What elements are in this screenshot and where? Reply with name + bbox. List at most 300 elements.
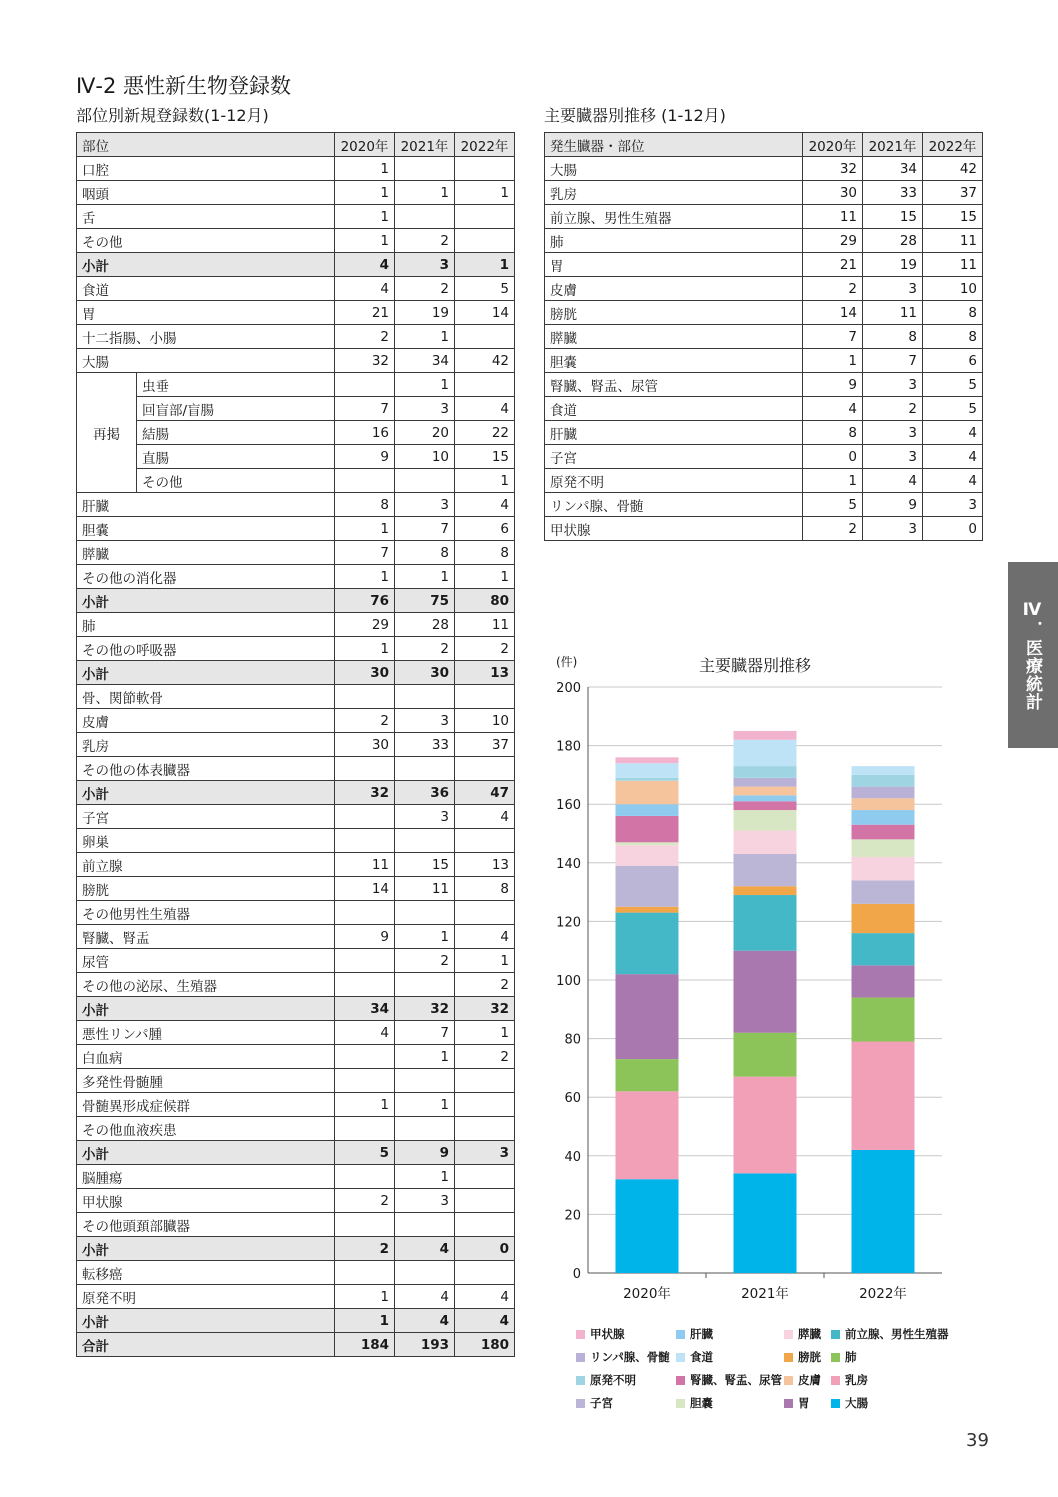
cell-2022: [455, 1189, 515, 1213]
row-label: 子宮: [545, 445, 803, 469]
table-row: [77, 1093, 515, 1117]
cell-2020: [335, 685, 395, 709]
cell-2022: [455, 157, 515, 181]
cell-2022: [455, 757, 515, 781]
cell-2022: 8: [455, 877, 515, 901]
cell-2022: 32: [455, 997, 515, 1021]
table-row: [545, 181, 983, 205]
table-row: [77, 925, 515, 949]
cell-2020: 1: [335, 637, 395, 661]
bar-segment: [616, 913, 679, 975]
subtotal-row: [77, 1309, 515, 1333]
cell-2022: [455, 1069, 515, 1093]
table-row: [77, 685, 515, 709]
cell-2021: [395, 1069, 455, 1093]
cell-2020: 2: [335, 1189, 395, 1213]
cell-2020: [335, 1069, 395, 1093]
legend-item: [576, 1372, 636, 1388]
cell-2022: 15: [455, 445, 515, 469]
table-row: [77, 637, 515, 661]
row-label: 咽頭: [77, 181, 335, 205]
row-label: 舌: [77, 205, 335, 229]
cell-2022: 11: [923, 229, 983, 253]
cell-2022: 2: [455, 637, 515, 661]
cell-2021: 7: [395, 1021, 455, 1045]
table-row: [545, 205, 983, 229]
table-row: [77, 1117, 515, 1141]
cell-2021: 1: [395, 1093, 455, 1117]
row-label: 回盲部/盲腸: [137, 397, 335, 421]
table-row: [77, 829, 515, 853]
legend-item: [784, 1349, 821, 1365]
cell-2022: 4: [455, 805, 515, 829]
cell-2022: 1: [455, 181, 515, 205]
table-row: [77, 973, 515, 997]
row-label: 子宮: [77, 805, 335, 829]
legend-label: 甲状腺: [590, 1327, 625, 1341]
cell-2020: [335, 805, 395, 829]
legend-swatch: [576, 1330, 585, 1339]
table-header-row: [77, 133, 515, 157]
cell-2020: 2: [335, 709, 395, 733]
bar-segment: [734, 854, 797, 886]
cell-2022: 37: [923, 181, 983, 205]
cell-2022: 5: [455, 277, 515, 301]
cell-2020: 76: [335, 589, 395, 613]
table-row: [545, 421, 983, 445]
cell-2021: 3: [863, 445, 923, 469]
legend-label: 前立腺、男性生殖器: [845, 1327, 949, 1341]
row-label: 悪性リンパ腫: [77, 1021, 335, 1045]
bar-segment: [734, 1033, 797, 1077]
legend-swatch: [676, 1353, 685, 1362]
row-label: 乳房: [77, 733, 335, 757]
cell-2020: [335, 901, 395, 925]
row-label: 乳房: [545, 181, 803, 205]
left-table-title: 部位別新規登録数(1-12月): [76, 106, 269, 125]
row-label: 転移癌: [77, 1261, 335, 1285]
legend-swatch: [576, 1353, 585, 1362]
row-label: 小計: [77, 1237, 335, 1261]
cell-2021: 28: [863, 229, 923, 253]
cell-2020: 29: [335, 613, 395, 637]
table-row: [77, 157, 515, 181]
row-label: 甲状腺: [77, 1189, 335, 1213]
cell-2021: 3: [395, 493, 455, 517]
cell-2022: [455, 1213, 515, 1237]
row-label: 原発不明: [77, 1285, 335, 1309]
table-row: [77, 445, 515, 469]
row-label: 小計: [77, 1141, 335, 1165]
cell-2020: 30: [803, 181, 863, 205]
bar-segment: [616, 1091, 679, 1179]
cell-2020: 5: [803, 493, 863, 517]
bar-segment: [734, 810, 797, 831]
cell-2022: 4: [923, 445, 983, 469]
row-label: 胆嚢: [545, 349, 803, 373]
bar-segment: [616, 974, 679, 1059]
bar-segment: [852, 825, 915, 840]
table-row: [77, 517, 515, 541]
table-row: [545, 349, 983, 373]
subtotal-row: [77, 661, 515, 685]
stacked-bar-chart: [540, 640, 960, 1330]
bar-segment: [852, 1042, 915, 1150]
row-label: 白血病: [77, 1045, 335, 1069]
cell-2022: 15: [923, 205, 983, 229]
y-tick-label: 140: [556, 856, 581, 872]
table-row: [77, 301, 515, 325]
legend-item: [676, 1349, 713, 1365]
bar-segment: [852, 775, 915, 787]
table-row: [77, 565, 515, 589]
row-label: 腎臓、腎盂: [77, 925, 335, 949]
y-axis-label: (件): [556, 655, 578, 669]
y-tick-label: 120: [556, 915, 581, 931]
cell-2020: 14: [335, 877, 395, 901]
cell-2022: 0: [455, 1237, 515, 1261]
cell-2021: 8: [395, 541, 455, 565]
header-2020: 2020年: [335, 133, 395, 157]
legend-item: [676, 1372, 782, 1388]
bar-segment: [734, 731, 797, 740]
legend-item: [784, 1395, 810, 1411]
cell-2020: [335, 1045, 395, 1069]
cell-2021: 11: [863, 301, 923, 325]
legend-swatch: [676, 1376, 685, 1385]
chart-title: 主要臓器別推移: [698, 656, 812, 675]
cell-2021: 3: [863, 373, 923, 397]
row-label: その他: [137, 469, 335, 493]
cell-2020: 8: [803, 421, 863, 445]
page-number: 39: [966, 1430, 989, 1451]
cell-2020: 2: [803, 517, 863, 541]
legend-item: [831, 1372, 868, 1388]
legend-item: [831, 1395, 868, 1411]
cell-2020: 1: [335, 565, 395, 589]
cell-2021: 3: [395, 253, 455, 277]
cell-2020: [335, 1165, 395, 1189]
cell-2022: 4: [455, 493, 515, 517]
cell-2022: [455, 829, 515, 853]
table-row: [545, 373, 983, 397]
bar-segment: [734, 801, 797, 810]
cell-2020: [335, 1213, 395, 1237]
table-row: [545, 397, 983, 421]
cell-2021: 3: [395, 709, 455, 733]
page-title: Ⅳ-2 悪性新生物登録数: [76, 74, 291, 98]
table-row: [77, 949, 515, 973]
bar-segment: [852, 810, 915, 825]
legend-item: [784, 1372, 821, 1388]
row-label: その他男性生殖器: [77, 901, 335, 925]
cell-2022: 42: [455, 349, 515, 373]
table-row: [545, 325, 983, 349]
bar-segment: [852, 880, 915, 903]
cell-2021: [395, 205, 455, 229]
cell-2021: 1: [395, 373, 455, 397]
cell-2020: 4: [803, 397, 863, 421]
cell-2021: 4: [395, 1285, 455, 1309]
row-label: リンパ腺、骨髄: [545, 493, 803, 517]
cell-2022: 5: [923, 397, 983, 421]
cell-2022: 2: [455, 973, 515, 997]
cell-2022: [455, 229, 515, 253]
row-label: 卵巣: [77, 829, 335, 853]
cell-2020: 30: [335, 661, 395, 685]
table-row: [77, 229, 515, 253]
y-tick-label: 100: [556, 974, 581, 989]
bar-segment: [852, 798, 915, 810]
cell-2020: 9: [803, 373, 863, 397]
cell-2020: [335, 973, 395, 997]
cell-2020: 14: [803, 301, 863, 325]
cell-2020: 32: [803, 157, 863, 181]
legend-label: 膵臓: [798, 1327, 821, 1341]
row-label: 十二指腸、小腸: [77, 325, 335, 349]
row-label: 甲状腺: [545, 517, 803, 541]
cell-2020: 21: [803, 253, 863, 277]
legend-label: 原発不明: [590, 1373, 636, 1387]
cell-2021: 7: [863, 349, 923, 373]
legend-label: 皮膚: [798, 1373, 821, 1387]
header-2021: 2021年: [395, 133, 455, 157]
cell-2021: 20: [395, 421, 455, 445]
cell-2022: 47: [455, 781, 515, 805]
legend-item: [676, 1395, 713, 1411]
legend-swatch: [576, 1399, 585, 1408]
cell-2021: 9: [863, 493, 923, 517]
table-row: [545, 517, 983, 541]
row-label: その他血液疾患: [77, 1117, 335, 1141]
row-label: 腎臓、腎盂、尿管: [545, 373, 803, 397]
legend-swatch: [576, 1376, 585, 1385]
cell-2020: 30: [335, 733, 395, 757]
site-registration-table: [76, 132, 515, 1357]
cell-2022: [455, 325, 515, 349]
bar-segment: [616, 763, 679, 778]
cell-2020: 11: [803, 205, 863, 229]
cell-2021: [395, 757, 455, 781]
legend-swatch: [676, 1330, 685, 1339]
cell-2020: [335, 1261, 395, 1285]
row-label: 前立腺: [77, 853, 335, 877]
table-row: [77, 1261, 515, 1285]
table-row: [77, 277, 515, 301]
table-row: [545, 445, 983, 469]
cell-2021: 36: [395, 781, 455, 805]
legend-swatch: [676, 1399, 685, 1408]
cell-2021: 1: [395, 565, 455, 589]
legend-label: 食道: [690, 1350, 713, 1364]
row-label: 直腸: [137, 445, 335, 469]
row-label: 多発性骨髄腫: [77, 1069, 335, 1093]
table-row: [77, 541, 515, 565]
legend-label: 子宮: [590, 1396, 613, 1410]
bar-segment: [616, 845, 679, 866]
cell-2022: [455, 901, 515, 925]
header-2022: 2022年: [455, 133, 515, 157]
cell-2020: 8: [335, 493, 395, 517]
cell-2022: 1: [455, 469, 515, 493]
subtotal-row: [77, 253, 515, 277]
cell-2020: 4: [335, 253, 395, 277]
cell-2022: 80: [455, 589, 515, 613]
legend-item: [576, 1349, 670, 1365]
subtotal-row: [77, 997, 515, 1021]
row-label: 膀胱: [77, 877, 335, 901]
bar-segment: [734, 740, 797, 766]
legend-label: 胆嚢: [690, 1396, 713, 1410]
table-row: [77, 181, 515, 205]
cell-2022: 13: [455, 853, 515, 877]
table-row: [77, 205, 515, 229]
cell-2022: 3: [455, 1141, 515, 1165]
table-row: [77, 325, 515, 349]
x-tick-label: 2022年: [859, 1286, 907, 1302]
row-label: 肺: [545, 229, 803, 253]
cell-2022: 4: [455, 925, 515, 949]
cell-2022: 2: [455, 1045, 515, 1069]
row-label: 胆嚢: [77, 517, 335, 541]
cell-2022: 3: [923, 493, 983, 517]
cell-2020: 29: [803, 229, 863, 253]
cell-2020: 1: [335, 229, 395, 253]
cell-2021: [395, 901, 455, 925]
cell-2020: 1: [335, 157, 395, 181]
cell-2020: 4: [335, 277, 395, 301]
table-row: [545, 493, 983, 517]
bar-segment: [734, 886, 797, 895]
row-label: その他の泌尿、生殖器: [77, 973, 335, 997]
cell-2021: [395, 1117, 455, 1141]
legend-item: [576, 1326, 625, 1342]
legend-label: リンパ腺、骨髄: [590, 1350, 670, 1364]
table-row: [77, 493, 515, 517]
cell-2021: 4: [395, 1237, 455, 1261]
cell-2022: 8: [455, 541, 515, 565]
cell-2021: 2: [863, 397, 923, 421]
table-row: [77, 349, 515, 373]
bar-segment: [852, 904, 915, 933]
cell-2020: 4: [335, 1021, 395, 1045]
table-row: [77, 853, 515, 877]
subtotal-row: [77, 781, 515, 805]
cell-2021: 33: [863, 181, 923, 205]
bar-segment: [616, 757, 679, 763]
legend-item: [676, 1326, 713, 1342]
cell-2022: 10: [923, 277, 983, 301]
cell-2022: 22: [455, 421, 515, 445]
legend-swatch: [831, 1376, 840, 1385]
bar-segment: [852, 965, 915, 997]
cell-2021: 3: [863, 421, 923, 445]
legend-label: 膀胱: [798, 1350, 821, 1364]
table-row: [77, 1285, 515, 1309]
row-label: 食道: [545, 397, 803, 421]
bar-segment: [852, 839, 915, 857]
cell-2020: 2: [335, 1237, 395, 1261]
cell-2021: 34: [395, 349, 455, 373]
subtotal-row: [77, 589, 515, 613]
table-row: [77, 1045, 515, 1069]
cell-2020: 1: [803, 349, 863, 373]
cell-2021: 4: [395, 1309, 455, 1333]
cell-2022: 1: [455, 1021, 515, 1045]
cell-2021: [395, 1213, 455, 1237]
section-side-tab: [1008, 562, 1058, 748]
bar-segment: [616, 816, 679, 842]
row-label: 小計: [77, 781, 335, 805]
bar-segment: [734, 831, 797, 854]
cell-2021: 32: [395, 997, 455, 1021]
row-label: 大腸: [77, 349, 335, 373]
legend-label: 肝臓: [690, 1327, 713, 1341]
subtotal-row: [77, 1237, 515, 1261]
header-site: 部位: [77, 133, 335, 157]
header-2020: 2020年: [803, 133, 863, 157]
y-tick-label: 180: [556, 739, 581, 755]
cell-2020: 16: [335, 421, 395, 445]
cell-2022: 37: [455, 733, 515, 757]
row-label: 虫垂: [137, 373, 335, 397]
table-row: [545, 277, 983, 301]
row-label: 皮膚: [545, 277, 803, 301]
legend-label: 肺: [845, 1350, 857, 1364]
bar-segment: [616, 1059, 679, 1091]
table-row: [545, 157, 983, 181]
table-row: [77, 805, 515, 829]
cell-2021: [395, 973, 455, 997]
row-label: 小計: [77, 589, 335, 613]
cell-2022: 180: [455, 1333, 515, 1357]
cell-2021: 28: [395, 613, 455, 637]
cell-2021: 2: [395, 637, 455, 661]
cell-2020: 11: [335, 853, 395, 877]
cell-2022: 5: [923, 373, 983, 397]
cell-2022: [455, 685, 515, 709]
y-tick-label: 160: [556, 798, 581, 814]
bar-segment: [734, 766, 797, 778]
cell-2021: 19: [863, 253, 923, 277]
table-row: [77, 733, 515, 757]
cell-2020: 32: [335, 349, 395, 373]
row-label: 小計: [77, 253, 335, 277]
legend-label: 胃: [798, 1396, 810, 1410]
row-label: 肝臓: [545, 421, 803, 445]
cell-2022: 13: [455, 661, 515, 685]
row-label: 原発不明: [545, 469, 803, 493]
legend-item: [576, 1395, 613, 1411]
x-tick-label: 2020年: [623, 1286, 671, 1302]
table-row: [77, 1021, 515, 1045]
row-label: 尿管: [77, 949, 335, 973]
subtotal-row: [77, 1141, 515, 1165]
cell-2020: 1: [335, 181, 395, 205]
cell-2020: [335, 1117, 395, 1141]
cell-2021: 8: [863, 325, 923, 349]
table-row: [77, 709, 515, 733]
cell-2022: 1: [455, 949, 515, 973]
table-row: [545, 301, 983, 325]
row-label: その他の呼吸器: [77, 637, 335, 661]
table-row: [77, 1165, 515, 1189]
bar-segment: [852, 787, 915, 799]
row-label: その他: [77, 229, 335, 253]
cell-2021: 15: [395, 853, 455, 877]
table-row: [77, 1189, 515, 1213]
row-label: 前立腺、男性生殖器: [545, 205, 803, 229]
